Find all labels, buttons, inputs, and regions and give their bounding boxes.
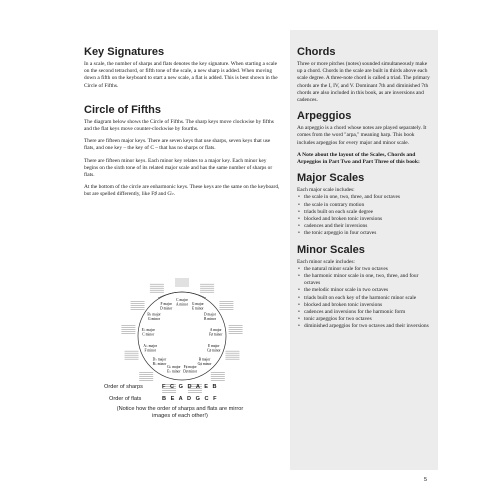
minor-key-label: C minor xyxy=(142,332,155,337)
key-staff xyxy=(219,301,233,309)
key-staff xyxy=(125,351,139,359)
key-staff xyxy=(225,351,239,359)
list-item: • the scale in contrary motion xyxy=(297,202,431,209)
list-item: • the harmonic minor scale in one, two, three, and four octaves xyxy=(297,273,431,287)
major-key-label: D♭ major xyxy=(152,357,167,362)
list-item: • cadences and their inversions xyxy=(297,223,431,230)
circle-of-fifths-title: Circle of Fifths xyxy=(84,103,162,116)
list-item: • the natural minor scale for two octaves xyxy=(297,266,431,273)
minor-key-label: D minor xyxy=(160,306,173,311)
list-item: • triads built on each scale degree xyxy=(297,209,431,216)
key-signatures-body: In a scale, the number of sharps and flats denotes the key signature. When starting a scale on the second tetrachord, or fifth tone of the scale, a new sharp is added. When moving down a fifth on the keyboard to start a new scale, a flat is added. This is best shown in the Circle of Fifths. xyxy=(84,61,278,89)
key-staff xyxy=(131,301,145,309)
circle-p2: There are fifteen major keys. There are seven keys that use sharps, seven keys that use flats, and one key – the key of C – that has no sharps or flats. xyxy=(84,138,271,152)
right-column xyxy=(297,46,431,337)
order-sharps: F C G D A E B xyxy=(162,384,219,390)
list-item: • blocked and broken tonic inversions xyxy=(297,302,431,309)
order-flats: B E A D G C F xyxy=(162,396,219,402)
layout-note: A Note about the layout of the Scales, Chords and Arpeggios in Part Two and Part Three of this book: xyxy=(297,151,420,166)
key-staff xyxy=(150,284,164,292)
minor-key-label: G minor xyxy=(147,317,161,322)
minor-scales-list xyxy=(297,266,431,331)
major-scales-intro: Each major scale includes: xyxy=(297,187,355,194)
key-signatures-title: Key Signatures xyxy=(84,46,165,58)
minor-key-label: E minor xyxy=(191,306,204,311)
list-item: • diminished arpeggios for two octaves and their inversions xyxy=(297,323,431,330)
circle-p1: The diagram below shows the Circle of Fifths. The sharp keys move clockwise by fifths and the flat keys move counter-clockwise by fourths. xyxy=(84,118,274,133)
circle-p3: There are fifteen minor keys. Each minor key relates to a major key. Each minor key begins on the sixth tone of its related major scale and has the same number of sharps or flats. xyxy=(84,157,273,179)
minor-key-label: E♭ minor xyxy=(167,369,181,374)
major-key-label: F♯ major xyxy=(183,365,197,370)
arpeggios-title: Arpeggios xyxy=(297,110,352,123)
major-key-label: G major xyxy=(191,301,204,306)
list-item: • the scale in one, two, three, and four octaves xyxy=(297,194,431,201)
major-key-label: B major xyxy=(198,357,211,362)
circle-of-fifths-diagram xyxy=(84,278,280,482)
major-key-label: E♭ major xyxy=(141,327,155,332)
minor-scales-title: Minor Scales xyxy=(297,243,365,256)
major-scales-title: Major Scales xyxy=(297,172,365,185)
key-staff xyxy=(121,325,135,333)
minor-key-label: A minor xyxy=(176,302,188,307)
order-flats-label: Order of flats xyxy=(109,396,142,402)
page-number: 5 xyxy=(424,477,428,483)
major-key-label: B♭ major xyxy=(147,312,161,317)
major-key-label: A major xyxy=(209,327,222,332)
list-item: • tonic arpeggios for two octaves xyxy=(297,316,431,323)
minor-key-label: G♯ minor xyxy=(197,361,212,366)
major-scales-list xyxy=(297,194,431,237)
key-staff xyxy=(229,325,243,333)
minor-key-label: F minor xyxy=(144,348,156,353)
left-column xyxy=(84,46,280,204)
major-key-label: D major xyxy=(204,312,216,317)
major-key-label: F major xyxy=(160,301,172,306)
major-key-label: C major xyxy=(176,298,188,302)
chords-body: Three or more pitches (notes) sounded simultaneously make up a chord. Chords in the scale are built in thirds above each scale degree. A three-note chord is called a triad. The primary chords are the I, IV, and V. Dominant 7th and diminished 7th chords are also included in this book, as are inversions and cadences. xyxy=(297,61,430,104)
key-staff xyxy=(139,372,153,380)
key-staff xyxy=(200,284,214,292)
minor-key-label: C♯ minor xyxy=(206,348,221,353)
chords-title: Chords xyxy=(297,46,336,58)
minor-key-label: B minor xyxy=(204,317,216,322)
major-key-label: E major xyxy=(208,344,220,349)
list-item: • the melodic minor scale in two octaves xyxy=(297,287,431,294)
minor-key-label: D♯ minor xyxy=(183,369,198,374)
major-key-label: A♭ major xyxy=(143,344,157,349)
circle-p4: At the bottom of the circle are enharmonic keys. These keys are the same on the keyboard, but are spelled differently, like F♯ and G♭. xyxy=(84,184,280,198)
major-key-label: G♭ major xyxy=(167,365,181,370)
list-item: • the tonic arpeggio in four octaves xyxy=(297,230,431,237)
list-item: • blocked and broken tonic inversions xyxy=(297,216,431,223)
minor-key-label: B♭ minor xyxy=(152,361,167,366)
order-sharps-label: Order of sharps xyxy=(104,384,143,390)
key-staff xyxy=(211,372,225,380)
list-item: • triads built on each key of the harmonic minor scale xyxy=(297,295,431,302)
list-item: • cadences and inversions for the harmonic form xyxy=(297,309,431,316)
minor-key-label: F♯ minor xyxy=(209,332,223,337)
key-staff xyxy=(175,278,189,286)
order-note: (Notice how the order of sharps and flats are mirror images of each other!) xyxy=(116,406,244,419)
arpeggios-body: An arpeggio is a chord whose notes are played separately. It comes from the word "arpa," meaning harp. This book includes arpeggios for every major and minor scale. xyxy=(297,125,427,146)
minor-scales-intro: Each minor scale includes: xyxy=(297,258,355,265)
